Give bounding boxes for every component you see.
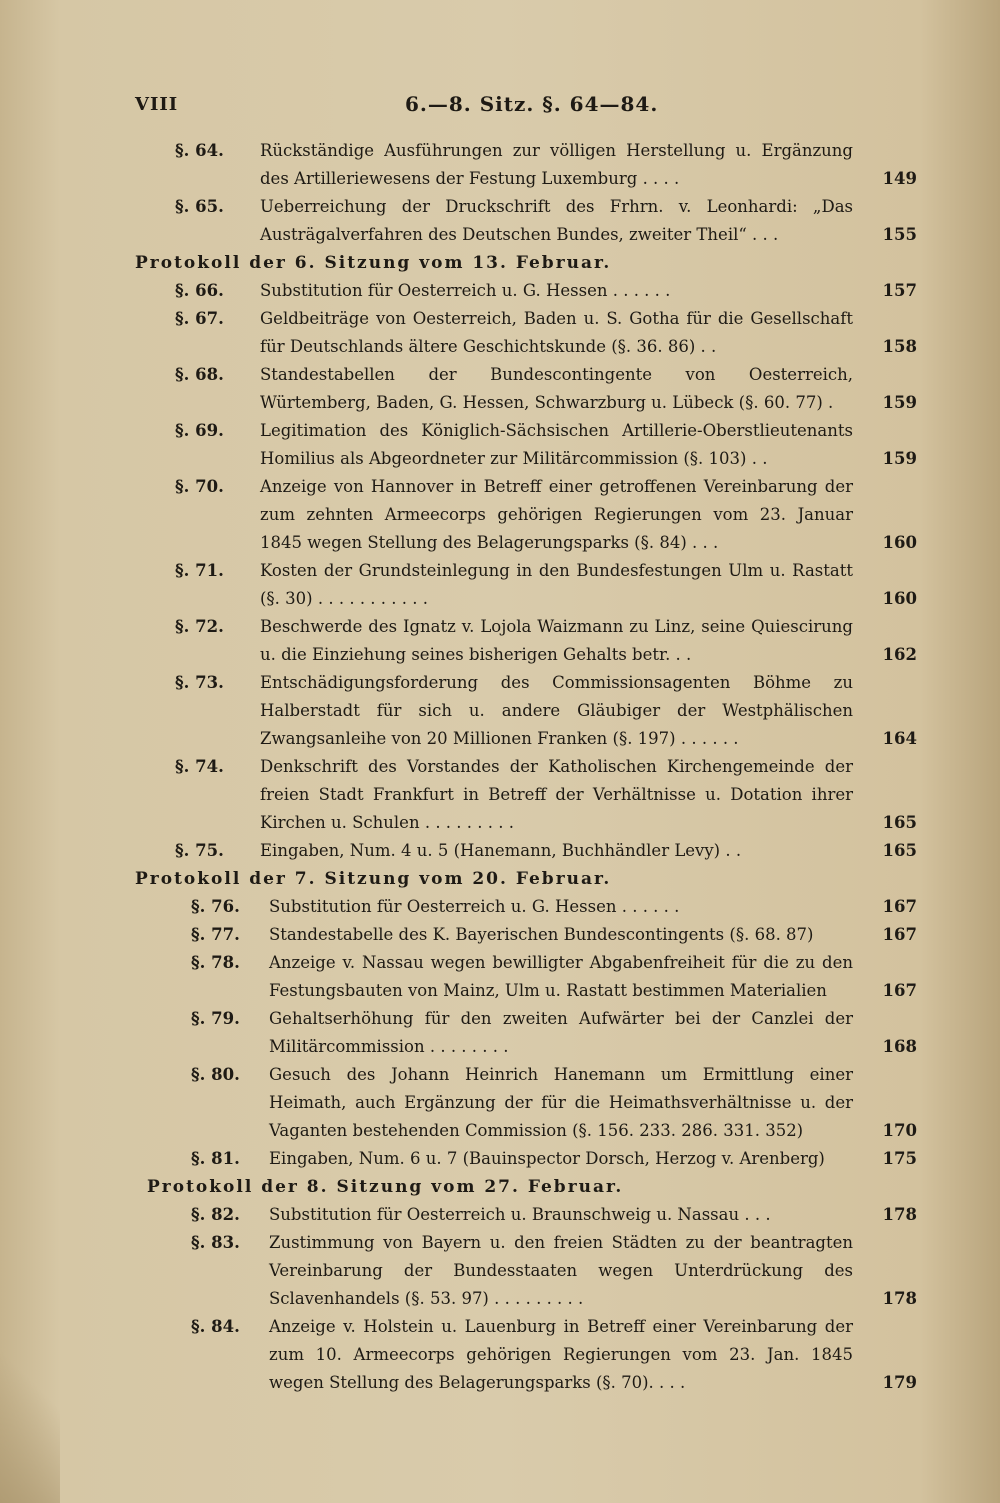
entry-page: 149: [882, 169, 917, 188]
entry-number: §. 73.: [175, 673, 224, 692]
toc-entry: [135, 949, 925, 1005]
entry-number: §. 84.: [191, 1317, 240, 1336]
entry-number: §. 72.: [175, 617, 224, 636]
toc-entry: [135, 557, 925, 613]
entry-text: Zustimmung von Bayern u. den freien Städten zu der beantragten Vereinbarung der Bundesstaaten wegen Unterdrückung des Sclavenhandels (§. 53. 97) . . . . . . . . .: [269, 1233, 853, 1308]
toc-entry: [135, 837, 925, 865]
entry-number: §. 80.: [191, 1065, 240, 1084]
toc-entry: [135, 669, 925, 753]
entry-page: 158: [882, 337, 917, 356]
protocol-heading: Protokoll der 8. Sitzung vom 27. Februar.: [147, 1177, 624, 1197]
toc-entry: [135, 613, 925, 669]
toc-entry: [135, 1005, 925, 1061]
entry-page: 167: [882, 981, 917, 1000]
entry-page: 170: [882, 1121, 917, 1140]
protocol-heading: Protokoll der 7. Sitzung vom 20. Februar.: [135, 869, 612, 889]
entry-text: Geldbeiträge von Oesterreich, Baden u. S. Gotha für die Gesellschaft für Deutschlands ältere Geschichtskunde (§. 36. 86) . .: [260, 309, 853, 356]
entry-page: 179: [882, 1373, 917, 1392]
entry-number: §. 82.: [191, 1205, 240, 1224]
entry-number: §. 65.: [175, 197, 224, 216]
entry-text: Rückständige Ausführungen zur völligen Herstellung u. Ergänzung des Artilleriewesens der Festung Luxemburg . . . .: [260, 141, 853, 188]
toc-entry: [135, 1229, 925, 1313]
toc-entry: [135, 893, 925, 921]
entry-number: §. 74.: [175, 757, 224, 776]
toc-entry: [135, 361, 925, 417]
entry-number: §. 83.: [191, 1233, 240, 1252]
entry-number: §. 71.: [175, 561, 224, 580]
entry-text: Gehaltserhöhung für den zweiten Aufwärter bei der Canzlei der Militärcommission . . . . . . . .: [269, 1009, 853, 1056]
entry-number: §. 75.: [175, 841, 224, 860]
entry-text: Ueberreichung der Druckschrift des Frhrn. v. Leonhardi: „Das Austrägalverfahren des Deutschen Bundes, zweiter Theil“ . . .: [260, 197, 853, 244]
toc-entry: [135, 753, 925, 837]
entry-page: 165: [882, 813, 917, 832]
entry-number: §. 64.: [175, 141, 224, 160]
entry-text: Standestabelle des K. Bayerischen Bundescontingents (§. 68. 87): [269, 925, 814, 944]
entry-page: 157: [882, 281, 917, 300]
toc-entry: [135, 193, 925, 249]
entry-text: Substitution für Oesterreich u. G. Hessen . . . . . .: [269, 897, 680, 916]
entry-text: Entschädigungsforderung des Commissionsagenten Böhme zu Halberstadt für sich u. andere Gläubiger der Westphälischen Zwangsanleihe von 20 Millionen Franken (§. 197) . . . . . .: [260, 673, 853, 748]
protocol-heading: Protokoll der 6. Sitzung vom 13. Februar.: [135, 253, 612, 273]
toc-entry: [135, 1145, 925, 1173]
entry-text: Substitution für Oesterreich u. G. Hessen . . . . . .: [260, 281, 671, 300]
table-of-contents: [135, 137, 925, 1397]
page-header: [135, 92, 920, 122]
entry-page: 160: [882, 589, 917, 608]
entry-text: Substitution für Oesterreich u. Braunschweig u. Nassau . . .: [269, 1205, 771, 1224]
running-title: 6.—8. Sitz. §. 64—84.: [405, 92, 659, 116]
entry-page: 175: [882, 1149, 917, 1168]
entry-page: 178: [882, 1289, 917, 1308]
toc-entry: [135, 1313, 925, 1397]
entry-text: Eingaben, Num. 4 u. 5 (Hanemann, Buchhändler Levy) . .: [260, 841, 742, 860]
entry-text: Denkschrift des Vorstandes der Katholischen Kirchengemeinde der freien Stadt Frankfurt in Betreff der Verhältnisse u. Dotation ihrer Kirchen u. Schulen . . . . . . . . .: [260, 757, 853, 832]
entry-text: Beschwerde des Ignatz v. Lojola Waizmann zu Linz, seine Quiescirung u. die Einziehung seines bisherigen Gehalts betr. . .: [260, 617, 853, 664]
toc-entry: [135, 305, 925, 361]
entry-text: Kosten der Grundsteinlegung in den Bundesfestungen Ulm u. Rastatt (§. 30) . . . . . . . . . . .: [260, 561, 853, 608]
entry-number: §. 67.: [175, 309, 224, 328]
toc-entry: [135, 137, 925, 193]
entry-number: §. 66.: [175, 281, 224, 300]
entry-number: §. 69.: [175, 421, 224, 440]
entry-page: 155: [882, 225, 917, 244]
entry-page: 160: [882, 533, 917, 552]
entry-number: §. 68.: [175, 365, 224, 384]
toc-entry: [135, 473, 925, 557]
toc-entry: [135, 277, 925, 305]
entry-number: §. 78.: [191, 953, 240, 972]
entry-page: 162: [882, 645, 917, 664]
entry-page: 178: [882, 1205, 917, 1224]
page-number: VIII: [135, 94, 179, 115]
entry-text: Standestabellen der Bundescontingente von Oesterreich, Würtemberg, Baden, G. Hessen, Schwarzburg u. Lübeck (§. 60. 77) .: [260, 365, 853, 412]
entry-text: Eingaben, Num. 6 u. 7 (Bauinspector Dorsch, Herzog v. Arenberg): [269, 1149, 825, 1168]
entry-page: 165: [882, 841, 917, 860]
entry-text: Anzeige v. Holstein u. Lauenburg in Betreff einer Vereinbarung der zum 10. Armeecorps gehörigen Regierungen vom 23. Jan. 1845 wegen Stellung des Belagerungsparks (§. 70). . . .: [269, 1317, 853, 1392]
entry-page: 159: [882, 449, 917, 468]
toc-entry: [135, 417, 925, 473]
toc-entry: [135, 1201, 925, 1229]
entry-page: 164: [882, 729, 917, 748]
toc-entry: [135, 1061, 925, 1145]
entry-text: Anzeige v. Nassau wegen bewilligter Abgabenfreiheit für die zu den Festungsbauten von Mainz, Ulm u. Rastatt bestimmen Materialien: [269, 953, 853, 1000]
entry-page: 159: [882, 393, 917, 412]
entry-text: Gesuch des Johann Heinrich Hanemann um Ermittlung einer Heimath, auch Ergänzung der für die Heimathsverhältnisse u. der Vaganten bestehenden Commission (§. 156. 233. 286. 331. 352): [269, 1065, 853, 1140]
entry-page: 167: [882, 925, 917, 944]
entry-number: §. 79.: [191, 1009, 240, 1028]
entry-page: 167: [882, 897, 917, 916]
entry-number: §. 77.: [191, 925, 240, 944]
entry-number: §. 70.: [175, 477, 224, 496]
entry-text: Legitimation des Königlich-Sächsischen Artillerie-Oberstlieutenants Homilius als Abgeordneter zur Militärcommission (§. 103) . .: [260, 421, 853, 468]
entry-number: §. 81.: [191, 1149, 240, 1168]
paper-stain: [0, 1343, 60, 1503]
entry-page: 168: [882, 1037, 917, 1056]
toc-entry: [135, 921, 925, 949]
entry-number: §. 76.: [191, 897, 240, 916]
entry-text: Anzeige von Hannover in Betreff einer getroffenen Vereinbarung der zum zehnten Armeecorps gehörigen Regierungen vom 23. Januar 1845 wegen Stellung des Belagerungsparks (§. 84) . . .: [260, 477, 853, 552]
